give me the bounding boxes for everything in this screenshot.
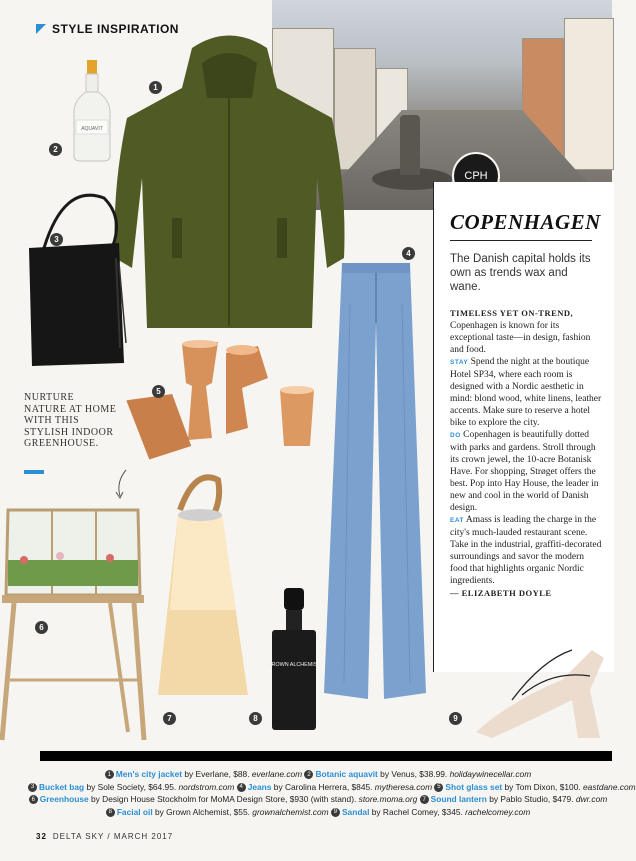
credit-name: Bucket bag — [39, 781, 85, 792]
credit-name: Greenhouse — [39, 794, 89, 804]
article-body — [450, 307, 603, 599]
aquavit-bottle-image — [72, 60, 112, 162]
credit-num: 1 — [105, 770, 114, 779]
credit-url: store.moma.org — [358, 794, 418, 804]
lead-heading: TIMELESS YET ON-TREND, — [450, 308, 574, 318]
facial-oil-image — [268, 588, 320, 733]
credit-num: 2 — [304, 770, 313, 779]
credit-by: by Grown Alchemist, $55. — [152, 806, 253, 817]
credit-by: by Tom Dixon, $100. — [502, 781, 584, 792]
credit-by: by Rachel Comey, $345. — [369, 806, 466, 817]
eat-tag: EAT — [450, 517, 465, 524]
credit-name: Men's city jacket — [115, 769, 183, 779]
do-text: Copenhagen is beautifully dotted with parks and gardens. Stroll through its crown jewel, the 10-acre Botanisk Have. For shopping, Strøget offers the best. Pop into Hay House, the leader in new and cool in the world of Danish design. — [450, 430, 599, 513]
credit-name: Facial oil — [116, 806, 153, 817]
marker-6: 6 — [35, 621, 48, 634]
publication-info: DELTA SKY / MARCH 2017 — [52, 832, 174, 841]
bucket-bag-image — [24, 188, 134, 370]
product-credits — [28, 768, 636, 818]
credit-by: by Design House Stockholm for MoMA Design Store, $930 (with stand). — [88, 794, 359, 804]
credit-name: Jeans — [247, 781, 272, 792]
do-tag: DO — [450, 432, 461, 439]
marker-7: 7 — [163, 712, 176, 725]
marker-5: 5 — [152, 385, 165, 398]
greenhouse-callout: NURTURE NATURE AT HOME WITH THIS STYLISH INDOOR GREENHOUSE. — [24, 392, 117, 449]
credit-by: by Venus, $38.99. — [377, 769, 450, 779]
marker-9: 9 — [449, 712, 462, 725]
marker-1: 1 — [149, 81, 162, 94]
jeans-image — [322, 263, 430, 703]
sound-lantern-image — [150, 470, 255, 705]
page-number: 32 — [36, 832, 47, 841]
credit-num: 6 — [29, 795, 38, 804]
section-title: STYLE INSPIRATION — [52, 22, 179, 36]
credit-name: Botanic aquavit — [315, 769, 378, 779]
city-badge: CPH — [452, 152, 500, 200]
sandal-image — [472, 640, 612, 740]
credit-url: grownalchemist.com — [252, 806, 329, 817]
stay-tag: STAY — [450, 359, 469, 366]
divider-bar — [40, 751, 612, 761]
marker-4: 4 — [402, 247, 415, 260]
callout-accent-bar — [24, 470, 44, 474]
stay-text: Spend the night at the boutique Hotel SP34, where each room is designed with a Nordic aesthetic in mind: blond wood, white linens, leather accents. Make sure to reserve a hotel bike to explore the city. — [450, 357, 602, 428]
article-intro: The Danish capital holds its own as trends wax and wane. — [450, 253, 591, 293]
shot-glass-set-image — [130, 338, 316, 458]
credit-name: Shot glass set — [445, 781, 503, 792]
article-title: COPENHAGEN — [450, 210, 601, 234]
marker-8: 8 — [249, 712, 262, 725]
aquavit-label: AQUAVIT — [81, 126, 103, 132]
greenhouse-image — [0, 500, 145, 745]
byline: — ELIZABETH DOYLE — [450, 588, 552, 598]
credit-url: everlane.com — [251, 769, 303, 779]
credit-url: mytheresa.com — [374, 781, 433, 792]
credit-url: holidaywinecellar.com — [449, 769, 532, 779]
marker-2: 2 — [49, 143, 62, 156]
credit-by: by Carolina Herrera, $845. — [271, 781, 375, 792]
page-footer — [36, 832, 173, 841]
credit-url: nordstrom.com — [178, 781, 235, 792]
credit-name: Sandal — [341, 806, 370, 817]
credit-num: 4 — [237, 783, 246, 792]
title-divider — [450, 240, 592, 241]
credit-num: 9 — [331, 808, 340, 817]
triangle-icon — [36, 24, 46, 34]
credit-by: by Pablo Studio, $479. — [486, 794, 576, 804]
credit-url: rachelcomey.com — [465, 806, 531, 817]
credit-by: by Everlane, $88. — [182, 769, 252, 779]
marker-3: 3 — [50, 233, 63, 246]
lead-text: Copenhagen is known for its exceptional taste—in design, fashion and food. — [450, 321, 591, 355]
arrow-icon — [112, 470, 132, 500]
credit-num: 8 — [106, 808, 115, 817]
credit-name: Sound lantern — [430, 794, 487, 804]
credit-num: 3 — [28, 783, 37, 792]
eat-text: Amass is leading the charge in the city's much-lauded restaurant scene. Take in the industrial, graffiti-decorated surroundings and savor the modern food that highlights organic Nordic ingredients. — [450, 515, 602, 586]
credit-url: dwr.com — [575, 794, 608, 804]
credit-num: 7 — [420, 795, 429, 804]
credit-url: eastdane.com — [583, 781, 636, 792]
credit-num: 5 — [434, 783, 443, 792]
oil-label: GROWN ALCHEMIST — [267, 662, 321, 668]
jacket-image — [112, 28, 347, 328]
credit-by: by Sole Society, $64.95. — [84, 781, 179, 792]
